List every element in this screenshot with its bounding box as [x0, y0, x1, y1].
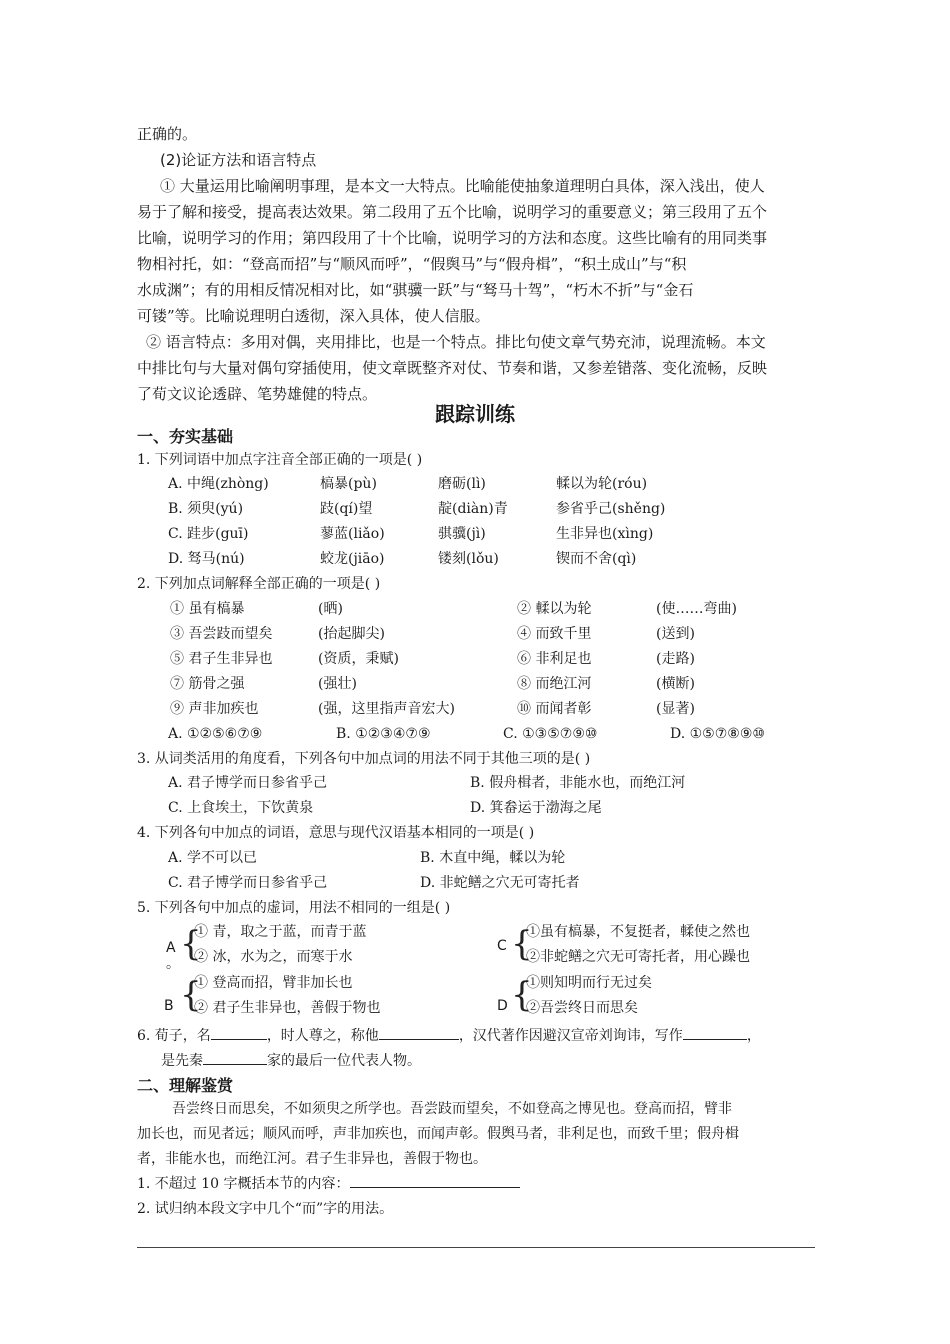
- option-cell: 磨砺(lì): [438, 476, 486, 492]
- group-label-dot: 。: [166, 956, 180, 972]
- q6-text: ，时人尊之，称他: [266, 1028, 379, 1044]
- group-a-line: ① 青，取之于蓝，而青于蓝: [194, 924, 367, 940]
- group-b-line: ① 登高而招，臂非加长也: [194, 975, 353, 991]
- passage-line: 加长也，而见者远；顺风而呼，声非加疾也，而闻声彰。假舆马者，非利足也，而致千里；假舟楫: [137, 1126, 739, 1142]
- paragraph-line: 水成渊”；有的用相反情况相对比，如“骐骥一跃”与“驽马十驾”，“朽木不折”与“金石: [137, 281, 694, 299]
- intro-line: 正确的。: [137, 125, 198, 143]
- answer-blank[interactable]: [683, 1025, 747, 1040]
- paragraph-line: 比喻，说明学习的作用；第四段用了十个比喻，说明学习的方法和态度。这些比喻有的用同类事: [137, 229, 768, 247]
- sub-question: 2. 试归纳本段文字中几个“而”字的用法。: [137, 1201, 394, 1217]
- group-label-b: B: [164, 998, 174, 1014]
- item-cell: (强壮): [318, 676, 357, 692]
- paragraph-line: ① 大量运用比喻阐明事理，是本文一大特点。比喻能使抽象道理明白具体，深入浅出，使人: [160, 177, 765, 195]
- group-d-line: ①则知明而行无过矣: [526, 975, 652, 991]
- group-a-line: ② 冰，水为之，而寒于水: [194, 949, 353, 965]
- paragraph-line: 可镂”等。比喻说理明白透彻，深入具体，使人信服。: [137, 307, 490, 325]
- section-heading: 二、理解鉴赏: [137, 1076, 234, 1095]
- item-cell: (使……弯曲): [656, 601, 737, 617]
- option-a: A. 学不可以已: [168, 850, 258, 866]
- item-cell: (走路): [656, 651, 695, 667]
- option-b: B. ①②③④⑦⑨: [336, 726, 431, 742]
- option-c: C. 上食埃土，下饮黄泉: [168, 800, 314, 816]
- group-label-c: C: [497, 938, 507, 954]
- option-a: A. ①②⑤⑥⑦⑨: [168, 726, 263, 742]
- option-cell: 跂(qí)望: [320, 501, 373, 517]
- paragraph-line: 了荀文议论透辟、笔势雄健的特点。: [137, 385, 378, 403]
- item-cell: (横断): [656, 676, 695, 692]
- paragraph-line: 易于了解和接受，提高表达效果。第二段用了五个比喻，说明学习的重要意义；第三段用了五个: [137, 203, 768, 221]
- passage-line: 者，非能水也，而绝江河。君子生非异也，善假于物也。: [137, 1151, 487, 1167]
- option-cell: 生非异也(xìng): [556, 526, 654, 542]
- option-b: B. 木直中绳，輮以为轮: [420, 850, 566, 866]
- answer-blank[interactable]: [350, 1173, 520, 1188]
- option-cell: 锲而不舍(qì): [556, 551, 637, 567]
- question-stem: 1. 下列词语中加点字注音全部正确的一项是( ): [137, 452, 423, 468]
- group-label-d: D: [497, 998, 508, 1014]
- option-c: C. ①③⑤⑦⑨⑩: [503, 726, 598, 742]
- item-cell: (晒): [318, 601, 343, 617]
- fill-blank-question-line2: [161, 1049, 421, 1073]
- answer-blank[interactable]: [211, 1025, 267, 1040]
- passage-line: 吾尝终日而思矣，不如须臾之所学也。吾尝跂而望矣，不如登高之博见也。登高而招，臂非: [172, 1101, 732, 1117]
- q6-text: 6. 荀子，名: [137, 1028, 211, 1044]
- sub-heading: (2)论证方法和语言特点: [160, 151, 317, 169]
- left-brace: {: [180, 975, 202, 1015]
- q6-text: ，: [746, 1028, 761, 1044]
- item-cell: ⑧ 而绝江河: [517, 676, 592, 692]
- option-a: A. 君子博学而日参省乎己: [168, 775, 328, 791]
- item-cell: (强，这里指声音宏大): [318, 701, 455, 717]
- item-cell: ③ 吾尝跂而望矣: [170, 626, 273, 642]
- question-stem: 4. 下列各句中加点的词语，意思与现代汉语基本相同的一项是( ): [137, 825, 535, 841]
- option-cell: 镂刻(lǒu): [438, 551, 499, 567]
- option-d: D. 箕畚运于渤海之尾: [470, 800, 602, 816]
- answer-blank[interactable]: [203, 1050, 267, 1065]
- group-c-line: ①虽有槁暴，不复挺者，輮使之然也: [526, 924, 750, 940]
- question-stem: 2. 下列加点词解释全部正确的一项是( ): [137, 576, 381, 592]
- q6-text: 家的最后一位代表人物。: [267, 1053, 421, 1069]
- option-cell: 蓼蓝(liǎo): [320, 526, 385, 542]
- item-cell: ④ 而致千里: [517, 626, 592, 642]
- question-stem: 5. 下列各句中加点的虚词，用法不相同的一组是( ): [137, 900, 451, 916]
- option-d: D. ①⑤⑦⑧⑨⑩: [670, 726, 765, 742]
- option-cell: B. 须臾(yú): [168, 501, 244, 517]
- option-cell: A. 中绳(zhòng): [168, 476, 269, 492]
- option-d: D. 非蛇鳝之穴无可寄托者: [420, 875, 580, 891]
- fill-blank-question: [137, 1024, 761, 1048]
- paragraph-line: ② 语言特点：多用对偶，夹用排比，也是一个特点。排比句使文章气势充沛，说理流畅。本文: [146, 333, 766, 351]
- q6-text: ，汉代著作因避汉宣帝刘询讳，写作: [458, 1028, 683, 1044]
- page-title: 跟踪训练: [435, 402, 515, 426]
- item-cell: ② 輮以为轮: [517, 601, 592, 617]
- q6-text: 是先秦: [161, 1053, 203, 1069]
- option-cell: D. 驽马(nú): [168, 551, 245, 567]
- option-cell: 槁暴(pù): [320, 476, 377, 492]
- item-cell: (资质，秉赋): [318, 651, 399, 667]
- option-cell: 骐骥(jì): [438, 526, 486, 542]
- option-cell: 参省乎己(shěng): [556, 501, 666, 517]
- left-brace: {: [511, 924, 533, 964]
- section-heading: 一、夯实基础: [137, 427, 234, 446]
- item-cell: ⑤ 君子生非异也: [170, 651, 273, 667]
- item-cell: ⑨ 声非加疾也: [170, 701, 259, 717]
- item-cell: ⑩ 而闻者彰: [517, 701, 592, 717]
- item-cell: (抬起脚尖): [318, 626, 385, 642]
- item-cell: (送到): [656, 626, 695, 642]
- left-brace: {: [511, 975, 533, 1015]
- sub-question-text: 1. 不超过 10 字概括本节的内容：: [137, 1176, 350, 1192]
- item-cell: (显著): [656, 701, 695, 717]
- option-b: B. 假舟楫者，非能水也，而绝江河: [470, 775, 686, 791]
- left-brace: {: [180, 924, 202, 964]
- option-cell: C. 跬步(guī): [168, 526, 249, 542]
- group-label-a: A: [166, 940, 176, 956]
- footer-divider: [137, 1247, 815, 1248]
- option-cell: 輮以为轮(róu): [556, 476, 648, 492]
- group-c-line: ②非蛇鳝之穴无可寄托者，用心躁也: [526, 949, 750, 965]
- paragraph-line: 物相衬托，如：“登高而招”与“顺风而呼”，“假舆马”与“假舟楫”，“积土成山”与“积: [137, 255, 687, 273]
- group-b-line: ② 君子生非异也，善假于物也: [194, 1000, 381, 1016]
- group-d-line: ②吾尝终日而思矣: [526, 1000, 638, 1016]
- paragraph-line: 中排比句与大量对偶句穿插使用，使文章既整齐对仗、节奏和谐，又参差错落、变化流畅，反映: [137, 359, 768, 377]
- sub-question: [137, 1172, 520, 1196]
- item-cell: ⑥ 非利足也: [517, 651, 592, 667]
- answer-blank[interactable]: [379, 1025, 459, 1040]
- item-cell: ① 虽有槁暴: [170, 601, 245, 617]
- item-cell: ⑦ 筋骨之强: [170, 676, 245, 692]
- option-cell: 靛(diàn)青: [438, 501, 508, 517]
- option-cell: 蛟龙(jiāo): [320, 551, 385, 567]
- option-c: C. 君子博学而日参省乎己: [168, 875, 328, 891]
- question-stem: 3. 从词类活用的角度看，下列各句中加点词的用法不同于其他三项的是( ): [137, 751, 591, 767]
